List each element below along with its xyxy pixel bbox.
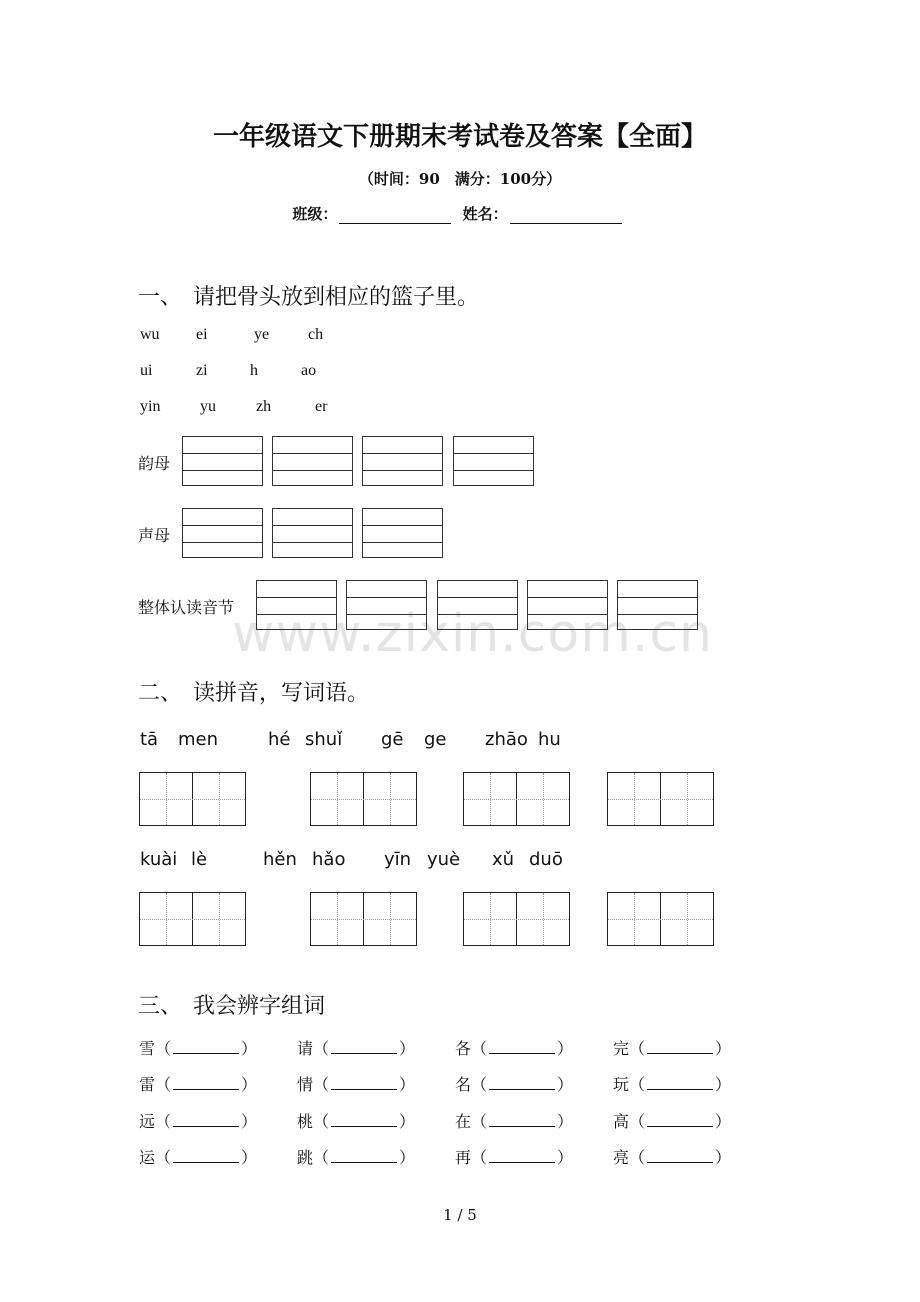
character: 玩 — [613, 1075, 630, 1094]
pinyin-syllable: lè — [191, 849, 208, 870]
open-paren: （ — [471, 1112, 488, 1131]
open-paren: （ — [471, 1039, 488, 1058]
answer-blank[interactable] — [489, 1041, 555, 1054]
close-paren: ） — [557, 1148, 574, 1167]
answer-box[interactable] — [453, 436, 534, 486]
pinyin-item: er — [315, 398, 328, 415]
open-paren: （ — [155, 1148, 172, 1167]
pinyin-item: ao — [301, 362, 317, 379]
answer-blank[interactable] — [647, 1114, 713, 1127]
writing-grid[interactable] — [607, 772, 714, 826]
pinyin-syllable: zhāo — [485, 729, 528, 750]
writing-grid[interactable] — [310, 772, 417, 826]
page-number: 1 / 5 — [443, 1206, 477, 1224]
answer-box[interactable] — [256, 580, 337, 630]
close-paren: ） — [715, 1075, 732, 1094]
pinyin-item: h — [250, 362, 258, 379]
close-paren: ） — [557, 1039, 574, 1058]
answer-box[interactable] — [182, 436, 263, 486]
pinyin-syllable: shuǐ — [305, 729, 343, 750]
character: 运 — [139, 1148, 156, 1167]
pinyin-syllable: hé — [268, 729, 291, 750]
close-paren: ） — [557, 1112, 574, 1131]
close-paren: ） — [399, 1075, 416, 1094]
character: 桃 — [297, 1112, 314, 1131]
character: 各 — [455, 1039, 472, 1058]
answer-blank[interactable] — [331, 1114, 397, 1127]
open-paren: （ — [313, 1148, 330, 1167]
close-paren: ） — [399, 1039, 416, 1058]
close-paren: ） — [715, 1148, 732, 1167]
open-paren: （ — [313, 1075, 330, 1094]
character: 跳 — [297, 1148, 314, 1167]
watermark: www.zixin.com.cn — [232, 604, 713, 664]
answer-box[interactable] — [272, 436, 353, 486]
answer-blank[interactable] — [173, 1041, 239, 1054]
close-paren: ） — [715, 1039, 732, 1058]
character: 雪 — [139, 1039, 156, 1058]
answer-blank[interactable] — [489, 1150, 555, 1163]
class-label: 班级： — [292, 205, 338, 223]
pinyin-syllable: hu — [538, 729, 561, 750]
close-paren: ） — [399, 1148, 416, 1167]
student-info-line — [0, 203, 920, 224]
close-paren: ） — [241, 1148, 258, 1167]
pinyin-syllable: duō — [529, 849, 563, 870]
group-label-finals: 韵母 — [138, 454, 171, 473]
word-building-item — [139, 1036, 257, 1059]
open-paren: （ — [313, 1039, 330, 1058]
answer-blank[interactable] — [489, 1114, 555, 1127]
section3-title: 三、 我会辨字组词 — [138, 994, 326, 1019]
answer-box[interactable] — [617, 580, 698, 630]
pinyin-item: zi — [196, 362, 208, 379]
writing-grid[interactable] — [463, 892, 570, 946]
answer-box[interactable] — [272, 508, 353, 558]
character: 亮 — [613, 1148, 630, 1167]
character: 再 — [455, 1148, 472, 1167]
answer-blank[interactable] — [647, 1041, 713, 1054]
open-paren: （ — [155, 1075, 172, 1094]
writing-grid[interactable] — [310, 892, 417, 946]
writing-grid[interactable] — [139, 892, 246, 946]
word-building-item — [297, 1145, 415, 1168]
answer-blank[interactable] — [173, 1114, 239, 1127]
close-paren: ） — [241, 1075, 258, 1094]
answer-box[interactable] — [527, 580, 608, 630]
answer-blank[interactable] — [489, 1077, 555, 1090]
page-title: 一年级语文下册期末考试卷及答案【全面】 — [212, 122, 707, 152]
close-paren: ） — [399, 1112, 416, 1131]
close-paren: ） — [715, 1112, 732, 1131]
word-building-item — [455, 1109, 573, 1132]
word-building-item — [297, 1072, 415, 1095]
pinyin-item: ui — [140, 362, 153, 379]
close-paren: ） — [241, 1112, 258, 1131]
pinyin-syllable: gē — [381, 729, 404, 750]
pinyin-syllable: kuài — [140, 849, 178, 870]
pinyin-syllable: men — [178, 729, 219, 750]
pinyin-syllable: hěn — [263, 849, 297, 870]
pinyin-item: yin — [140, 398, 161, 415]
close-paren: ） — [557, 1075, 574, 1094]
answer-box[interactable] — [182, 508, 263, 558]
word-building-item — [139, 1109, 257, 1132]
pinyin-syllable: xǔ — [492, 849, 515, 870]
word-building-item — [455, 1036, 573, 1059]
word-building-item — [613, 1109, 731, 1132]
exam-info: （时间：90 满分：100分） — [358, 170, 562, 188]
writing-grid[interactable] — [139, 772, 246, 826]
word-building-item — [297, 1036, 415, 1059]
pinyin-item: wu — [140, 326, 160, 343]
open-paren: （ — [629, 1039, 646, 1058]
answer-blank[interactable] — [647, 1150, 713, 1163]
pinyin-item: ch — [308, 326, 324, 343]
pinyin-item: ei — [196, 326, 208, 343]
answer-blank[interactable] — [331, 1150, 397, 1163]
character: 请 — [297, 1039, 314, 1058]
answer-box[interactable] — [362, 436, 443, 486]
character: 高 — [613, 1112, 630, 1131]
pinyin-item: ye — [254, 326, 270, 343]
class-blank[interactable] — [339, 209, 451, 224]
pinyin-item: yu — [200, 398, 216, 415]
writing-grid[interactable] — [463, 772, 570, 826]
character: 雷 — [139, 1075, 156, 1094]
name-blank[interactable] — [510, 209, 622, 224]
answer-box[interactable] — [346, 580, 427, 630]
section2-title: 二、 读拼音，写词语。 — [138, 681, 370, 706]
answer-blank[interactable] — [173, 1150, 239, 1163]
character: 远 — [139, 1112, 156, 1131]
word-building-item — [139, 1145, 257, 1168]
character: 情 — [297, 1075, 314, 1094]
pinyin-item: zh — [256, 398, 272, 415]
writing-grid[interactable] — [607, 892, 714, 946]
character: 在 — [455, 1112, 472, 1131]
group-label-whole-syllables: 整体认读音节 — [138, 598, 235, 617]
open-paren: （ — [155, 1039, 172, 1058]
word-building-item — [139, 1072, 257, 1095]
pinyin-syllable: tā — [140, 729, 159, 750]
word-building-item — [613, 1145, 731, 1168]
word-building-item — [455, 1145, 573, 1168]
open-paren: （ — [629, 1148, 646, 1167]
group-label-initials: 声母 — [138, 526, 171, 545]
word-building-item — [297, 1109, 415, 1132]
pinyin-syllable: ge — [424, 729, 447, 750]
open-paren: （ — [629, 1112, 646, 1131]
character: 完 — [613, 1039, 630, 1058]
word-building-item — [613, 1072, 731, 1095]
section1-title: 一、 请把骨头放到相应的篮子里。 — [138, 285, 480, 310]
answer-box[interactable] — [362, 508, 443, 558]
answer-blank[interactable] — [173, 1077, 239, 1090]
open-paren: （ — [155, 1112, 172, 1131]
answer-box[interactable] — [437, 580, 518, 630]
close-paren: ） — [241, 1039, 258, 1058]
pinyin-syllable: yīn — [384, 849, 412, 870]
word-building-item — [455, 1072, 573, 1095]
word-building-item — [613, 1036, 731, 1059]
answer-blank[interactable] — [331, 1041, 397, 1054]
character: 名 — [455, 1075, 472, 1094]
answer-blank[interactable] — [647, 1077, 713, 1090]
name-label: 姓名： — [462, 205, 508, 223]
pinyin-syllable: hǎo — [312, 849, 346, 870]
open-paren: （ — [471, 1075, 488, 1094]
open-paren: （ — [471, 1148, 488, 1167]
pinyin-syllable: yuè — [427, 849, 461, 870]
answer-blank[interactable] — [331, 1077, 397, 1090]
open-paren: （ — [629, 1075, 646, 1094]
open-paren: （ — [313, 1112, 330, 1131]
